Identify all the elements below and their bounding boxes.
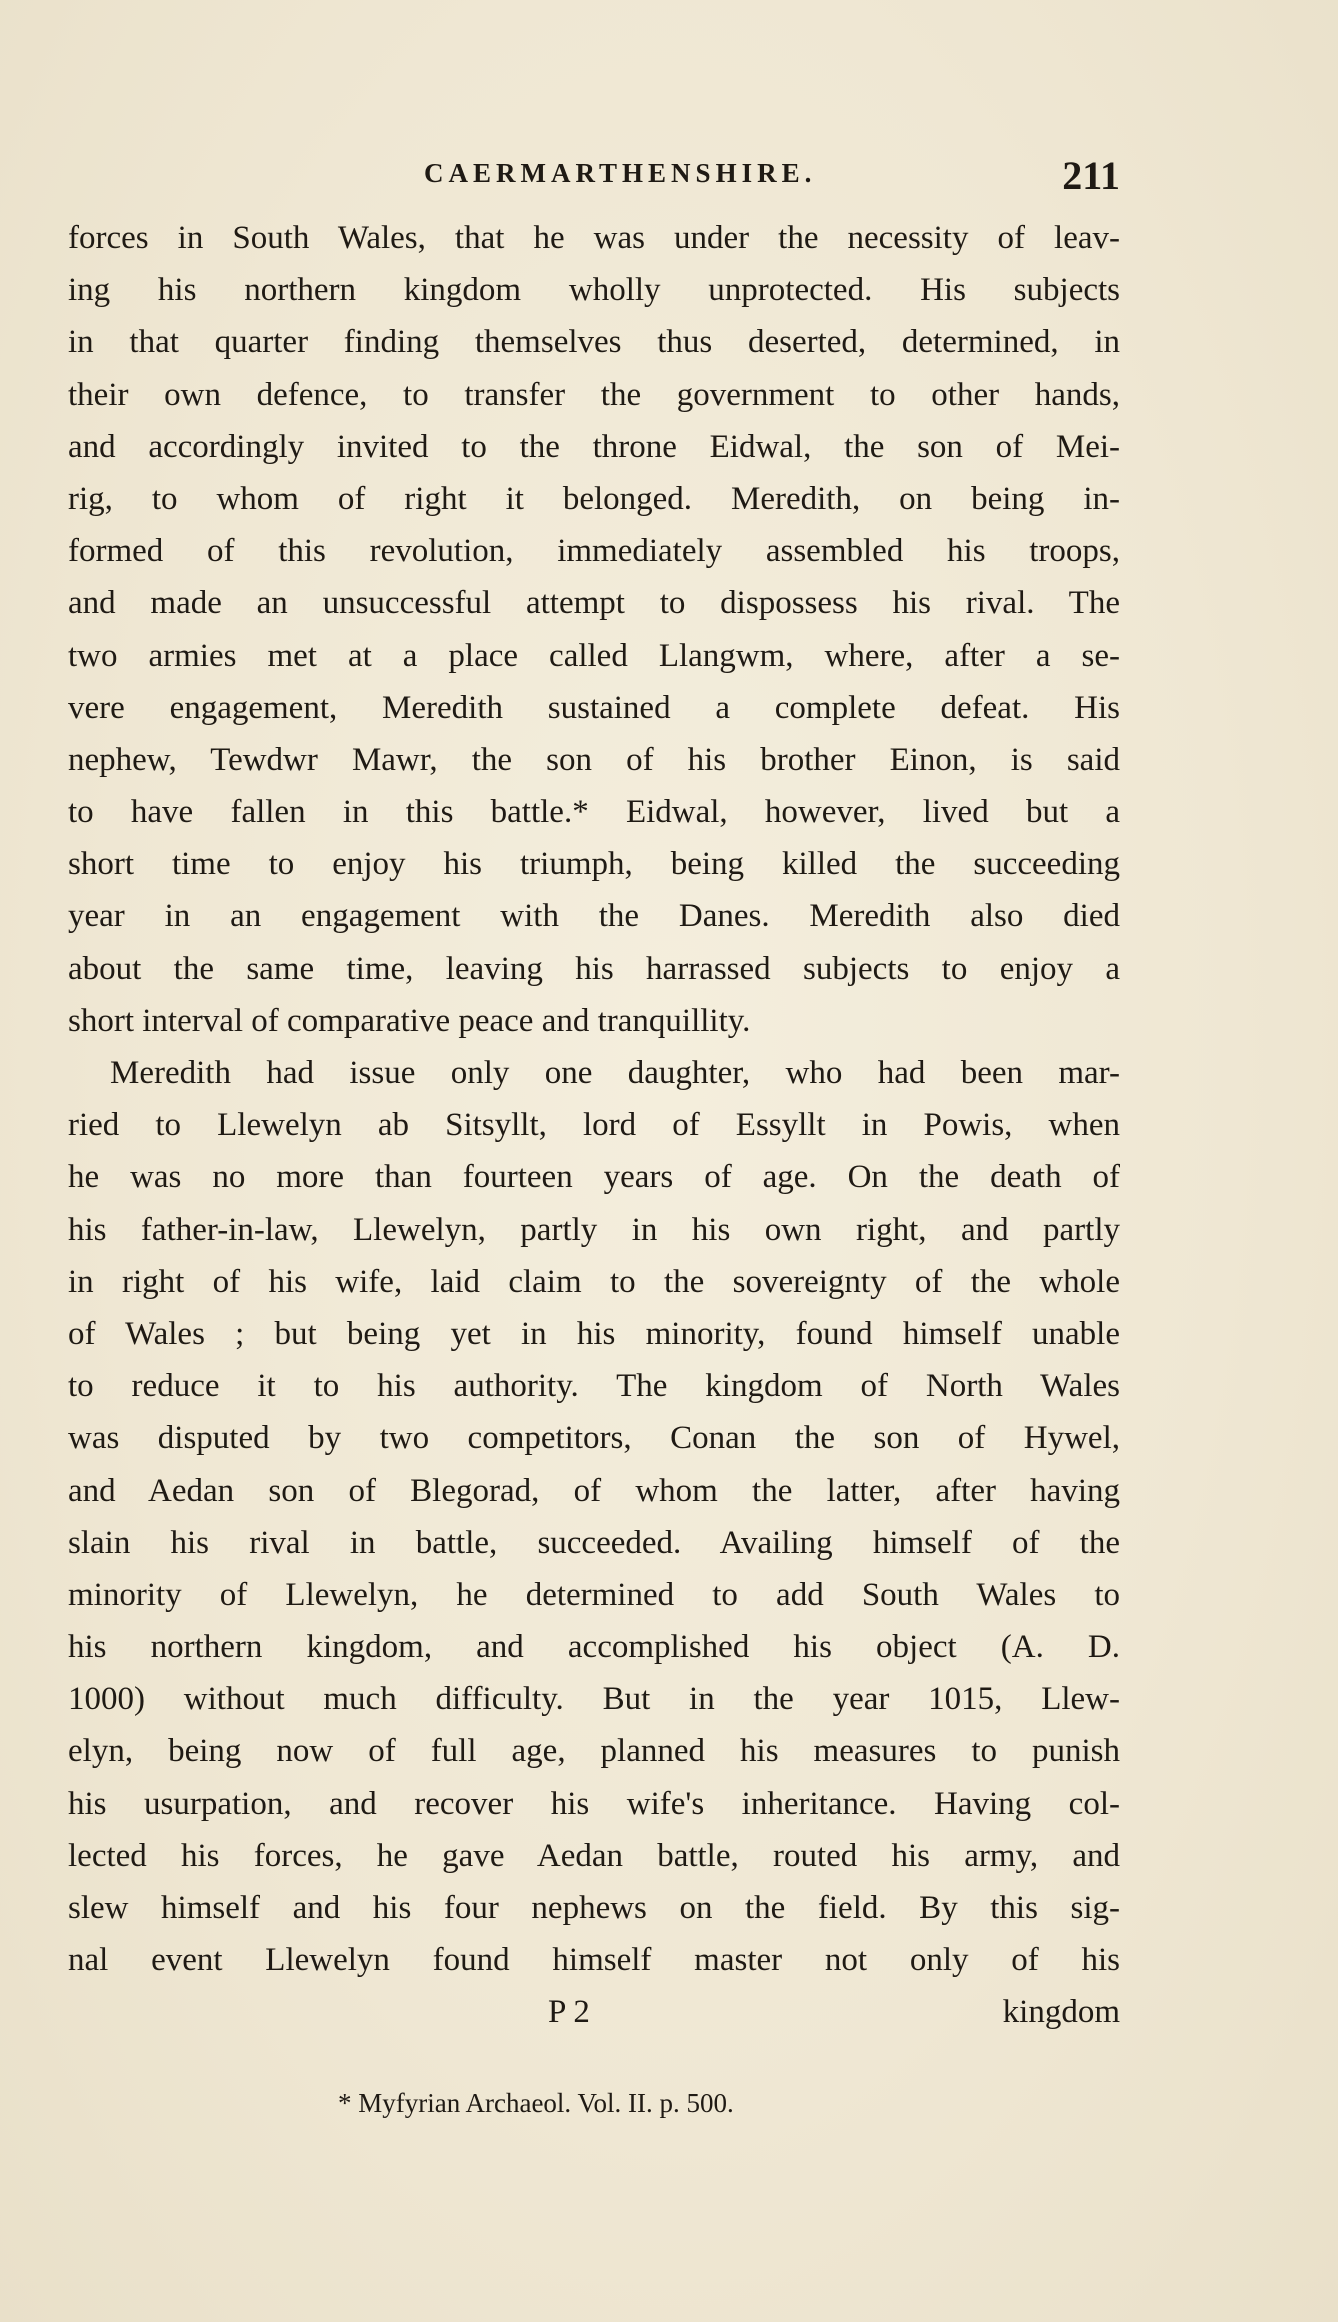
text-line: vere engagement, Meredith sustained a complete defeat. His [68,689,1120,726]
text-line: year in an engagement with the Danes. Meredith also died [68,898,1120,935]
text-line: his usurpation, and recover his wife's inheritance. Having col- [68,1785,1120,1822]
page-number: 211 [1062,153,1120,198]
text-line: nal event Llewelyn found himself master not only of his [68,1942,1120,1979]
text-line: forces in South Wales, that he was under the necessity of leav- [68,220,1120,256]
running-head-title: CAERMARTHENSHIRE. [424,158,817,188]
text-line: in that quarter finding themselves thus deserted, determined, in [68,324,1120,361]
text-line: about the same time, leaving his harrassed subjects to enjoy a [68,950,1120,987]
text-line: elyn, being now of full age, planned his measures to punish [68,1733,1120,1770]
running-head [68,152,1120,202]
text-line: in right of his wife, laid claim to the sovereignty of the whole [68,1263,1120,1300]
text-line: and accordingly invited to the throne Eidwal, the son of Mei- [68,428,1120,465]
text-line: nephew, Tewdwr Mawr, the son of his brother Einon, is said [68,741,1120,778]
text-line: rig, to whom of right it belonged. Meredith, on being in- [68,480,1120,517]
text-line: two armies met at a place called Llangwm, where, after a se- [68,637,1120,674]
signature-mark: P 2 [548,1994,590,2031]
text-line: slain his rival in battle, succeeded. Availing himself of the [68,1524,1120,1561]
text-line: 1000) without much difficulty. But in the year 1015, Llew- [68,1681,1120,1718]
catchword: kingdom [1002,1994,1120,2031]
text-line: of Wales ; but being yet in his minority, found himself unable [68,1315,1120,1352]
text-line: his northern kingdom, and accomplished his object (A. D. [68,1629,1120,1666]
text-line: ing his northern kingdom wholly unprotected. His subjects [68,272,1120,309]
text-line: formed of this revolution, immediately assembled his troops, [68,533,1120,570]
text-line: short time to enjoy his triumph, being killed the succeeding [68,846,1120,883]
text-line: and Aedan son of Blegorad, of whom the latter, after having [68,1472,1120,1509]
text-line: his father-in-law, Llewelyn, partly in his own right, and partly [68,1211,1120,1248]
signature-line [68,1986,1120,2038]
text-line: lected his forces, he gave Aedan battle, routed his army, and [68,1837,1120,1874]
text-line: Meredith had issue only one daughter, who had been mar- [110,1055,1120,1091]
text-line: slew himself and his four nephews on the field. By this sig- [68,1890,1120,1926]
text-line: was disputed by two competitors, Conan the son of Hywel, [68,1420,1120,1457]
text-line: their own defence, to transfer the government to other hands, [68,376,1120,413]
text-line: ried to Llewelyn ab Sitsyllt, lord of Essyllt in Powis, when [68,1107,1120,1144]
body-text [68,212,1120,2039]
text-line: he was no more than fourteen years of age. On the death of [68,1159,1120,1196]
text-line: short interval of comparative peace and tranquillity. [68,1002,751,1039]
text-line: to reduce it to his authority. The kingdom of North Wales [68,1368,1120,1405]
text-line: minority of Llewelyn, he determined to add South Wales to [68,1576,1120,1613]
footnote: * Myfyrian Archaeol. Vol. II. p. 500. [338,2088,734,2118]
text-line: and made an unsuccessful attempt to dispossess his rival. The [68,585,1120,622]
text-line: to have fallen in this battle.* Eidwal, however, lived but a [68,794,1120,831]
